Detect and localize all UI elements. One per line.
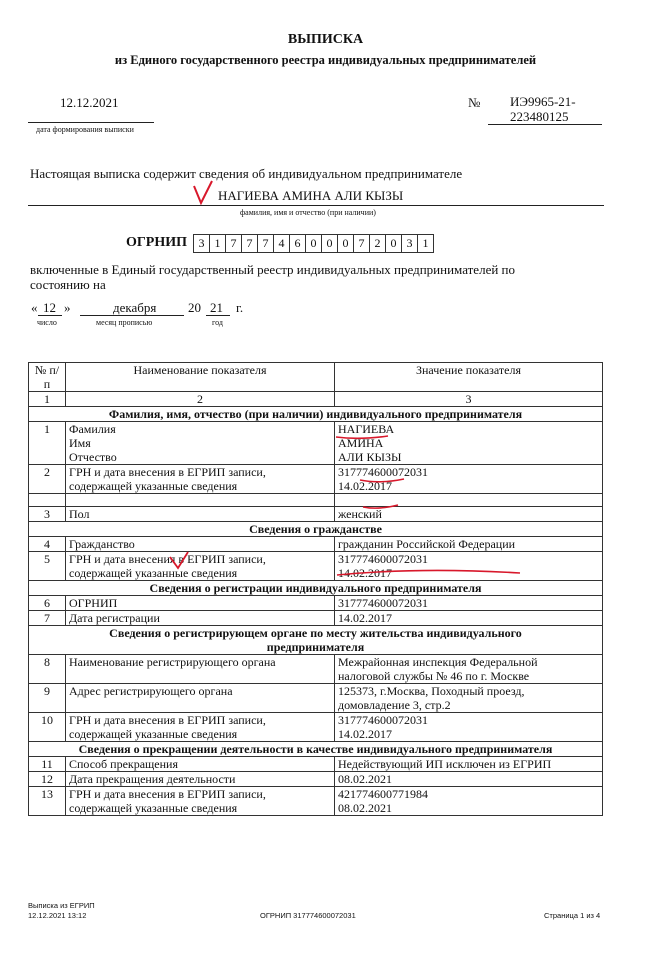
row-value: гражданин Российской Федерации xyxy=(335,537,603,552)
table-row xyxy=(29,684,603,713)
row-value xyxy=(335,552,603,581)
section-title: Сведения о гражданстве xyxy=(29,522,603,537)
caption-month: месяц прописью xyxy=(96,318,153,327)
label-line: ГРН и дата внесения в ЕГРИП записи, xyxy=(69,713,266,727)
section-title: Сведения о регистрации индивидуального предпринимателя xyxy=(29,581,603,596)
section-row xyxy=(29,407,603,422)
row-value: 317774600072031 xyxy=(335,596,603,611)
row-number: 8 xyxy=(29,655,66,684)
row-label: Пол xyxy=(66,507,335,522)
row-number: 1 xyxy=(29,422,66,465)
row-label xyxy=(66,552,335,581)
section-title: Сведения о прекращении деятельности в качестве индивидуального предпринимателя xyxy=(29,742,603,757)
row-value xyxy=(335,422,603,465)
date-year-suffix: г. xyxy=(236,300,244,315)
value-line: налоговой службы № 46 по г. Москве xyxy=(338,669,530,683)
value-line: 317774600072031 xyxy=(338,713,428,727)
row-value xyxy=(335,684,603,713)
document-title: ВЫПИСКА xyxy=(287,32,364,47)
table-header-row xyxy=(29,363,603,392)
label-line: содержащей указанные сведения xyxy=(69,801,238,815)
caption-day: число xyxy=(37,318,57,327)
footer-ogrnip: ОГРНИП 317774600072031 xyxy=(260,911,356,920)
check-mark-annotation xyxy=(192,180,214,206)
row-number: 2 xyxy=(29,465,66,494)
ogrnip-digit: 0 xyxy=(385,234,402,253)
intro-text: Настоящая выписка содержит сведения об индивидуальном предпринимателе xyxy=(30,166,463,181)
label-line: ГРН и дата внесения в ЕГРИП записи, xyxy=(69,787,266,801)
ogrnip-digit: 0 xyxy=(305,234,322,253)
value-line: АМИНА xyxy=(338,436,384,450)
ogrnip-digit: 7 xyxy=(353,234,370,253)
row-number: 3 xyxy=(29,507,66,522)
statement-number-line2: 223480125 xyxy=(510,109,569,124)
footer-title: Выписка из ЕГРИП xyxy=(28,901,95,910)
row-value: 08.02.2021 xyxy=(335,772,603,787)
row-label: Дата регистрации xyxy=(66,611,335,626)
date-close-quote: » xyxy=(64,300,71,315)
ogrnip-digit: 0 xyxy=(337,234,354,253)
ogrnip-digit: 2 xyxy=(369,234,386,253)
footer-timestamp: 12.12.2021 13:12 xyxy=(28,911,87,920)
date-open-quote: « xyxy=(31,300,38,315)
table-row xyxy=(29,757,603,772)
row-value: 14.02.2017 xyxy=(335,611,603,626)
date-year-prefix: 20 xyxy=(188,300,201,315)
label-line: содержащей указанные сведения xyxy=(69,727,238,741)
row-number: 6 xyxy=(29,596,66,611)
table-row xyxy=(29,537,603,552)
ogrnip-digit: 0 xyxy=(321,234,338,253)
table-row xyxy=(29,713,603,742)
name-caption: фамилия, имя и отчество (при наличии) xyxy=(240,208,376,217)
row-label xyxy=(66,713,335,742)
row-number: 9 xyxy=(29,684,66,713)
ogrnip-digit: 7 xyxy=(257,234,274,253)
table-row xyxy=(29,552,603,581)
section-row xyxy=(29,581,603,596)
label-line: содержащей указанные сведения xyxy=(69,479,238,493)
date-month: декабря xyxy=(113,300,157,315)
value-line: 08.02.2021 xyxy=(338,801,392,815)
footer-page: Страница 1 из 4 xyxy=(544,911,601,920)
value-line: АЛИ КЫЗЫ xyxy=(338,450,402,464)
row-value xyxy=(335,787,603,816)
date-year: 21 xyxy=(210,300,223,315)
row-number: 11 xyxy=(29,757,66,772)
value-line: 14.02.2017 xyxy=(338,479,392,493)
ogrnip-digit: 1 xyxy=(417,234,434,253)
ogrnip-digit: 7 xyxy=(241,234,258,253)
statement-number-line1: ИЭ9965-21- xyxy=(510,94,576,109)
label-line: Фамилия xyxy=(69,422,116,436)
row-number: 7 xyxy=(29,611,66,626)
section-row xyxy=(29,742,603,757)
row-value: женский xyxy=(335,507,603,522)
row-value: Недействующий ИП исключен из ЕГРИП xyxy=(335,757,603,772)
row-label: ОГРНИП xyxy=(66,596,335,611)
table-row xyxy=(29,787,603,816)
section-row xyxy=(29,522,603,537)
document-subtitle: из Единого государственного реестра индивидуальных предпринимателей xyxy=(114,53,537,67)
value-line: 14.02.2017 xyxy=(338,566,392,580)
row-label xyxy=(66,465,335,494)
section-title xyxy=(29,626,603,655)
caption-year: год xyxy=(212,318,223,327)
table-row xyxy=(29,772,603,787)
row-number: 12 xyxy=(29,772,66,787)
ogrnip-digit: 1 xyxy=(209,234,226,253)
table-row xyxy=(29,465,603,494)
row-value xyxy=(335,655,603,684)
table-row xyxy=(29,507,603,522)
ogrnip-digit: 7 xyxy=(225,234,242,253)
label-line: ГРН и дата внесения в ЕГРИП записи, xyxy=(69,552,266,566)
value-line: НАГИЕВА xyxy=(338,422,395,436)
label-line: ГРН и дата внесения в ЕГРИП записи, xyxy=(69,465,266,479)
value-line: 14.02.2017 xyxy=(338,727,392,741)
column-number: 2 xyxy=(66,392,335,407)
empty-row xyxy=(29,494,603,507)
ogrnip-digit: 3 xyxy=(193,234,210,253)
row-number: 4 xyxy=(29,537,66,552)
header-cell: Значение показателя xyxy=(335,363,603,392)
column-number: 1 xyxy=(29,392,66,407)
section-title: Фамилия, имя, отчество (при наличии) индивидуального предпринимателя xyxy=(29,407,603,422)
value-line: Межрайонная инспекция Федеральной xyxy=(338,655,538,669)
header-cell: № п/п xyxy=(29,363,66,392)
included-text: включенные в Единый государственный реестр индивидуальных предпринимателей по состоянию на xyxy=(30,262,515,292)
value-line: 317774600072031 xyxy=(338,552,428,566)
row-label: Наименование регистрирующего органа xyxy=(66,655,335,684)
label-line: содержащей указанные сведения xyxy=(69,566,238,580)
value-line: 421774600771984 xyxy=(338,787,428,801)
row-number: 5 xyxy=(29,552,66,581)
issue-date: 12.12.2021 xyxy=(60,95,119,110)
ogrnip-digit-boxes xyxy=(193,234,433,253)
date-day: 12 xyxy=(43,300,56,315)
row-label xyxy=(66,787,335,816)
row-value xyxy=(335,713,603,742)
header-cell: Наименование показателя xyxy=(66,363,335,392)
entrepreneur-name: НАГИЕВА АМИНА АЛИ КЫЗЫ xyxy=(218,188,404,203)
section-row xyxy=(29,626,603,655)
column-number-row xyxy=(29,392,603,407)
issue-date-caption: дата формирования выписки xyxy=(36,125,134,134)
number-sign: № xyxy=(468,95,481,110)
section-title-line: Сведения о регистрирующем органе по месту жительства индивидуального xyxy=(109,626,522,640)
ogrnip-label: ОГРНИП xyxy=(126,235,188,250)
label-line: Имя xyxy=(69,436,91,450)
ogrnip-digit: 3 xyxy=(401,234,418,253)
label-line: Отчество xyxy=(69,450,117,464)
ogrnip-digit: 6 xyxy=(289,234,306,253)
value-line: 317774600072031 xyxy=(338,465,428,479)
row-number: 13 xyxy=(29,787,66,816)
register-table xyxy=(28,362,603,816)
row-label: Способ прекращения xyxy=(66,757,335,772)
ogrnip-digit: 4 xyxy=(273,234,290,253)
statement-number xyxy=(510,94,590,124)
row-label: Гражданство xyxy=(66,537,335,552)
value-line: домовладение 3, стр.2 xyxy=(338,698,451,712)
row-label: Адрес регистрирующего органа xyxy=(66,684,335,713)
row-number: 10 xyxy=(29,713,66,742)
row-label: Дата прекращения деятельности xyxy=(66,772,335,787)
row-label xyxy=(66,422,335,465)
row-value xyxy=(335,465,603,494)
table-row xyxy=(29,596,603,611)
table-row xyxy=(29,422,603,465)
value-line: 125373, г.Москва, Походный проезд, xyxy=(338,684,525,698)
table-row xyxy=(29,611,603,626)
section-title-line: предпринимателя xyxy=(266,640,365,654)
table-row xyxy=(29,655,603,684)
column-number: 3 xyxy=(335,392,603,407)
